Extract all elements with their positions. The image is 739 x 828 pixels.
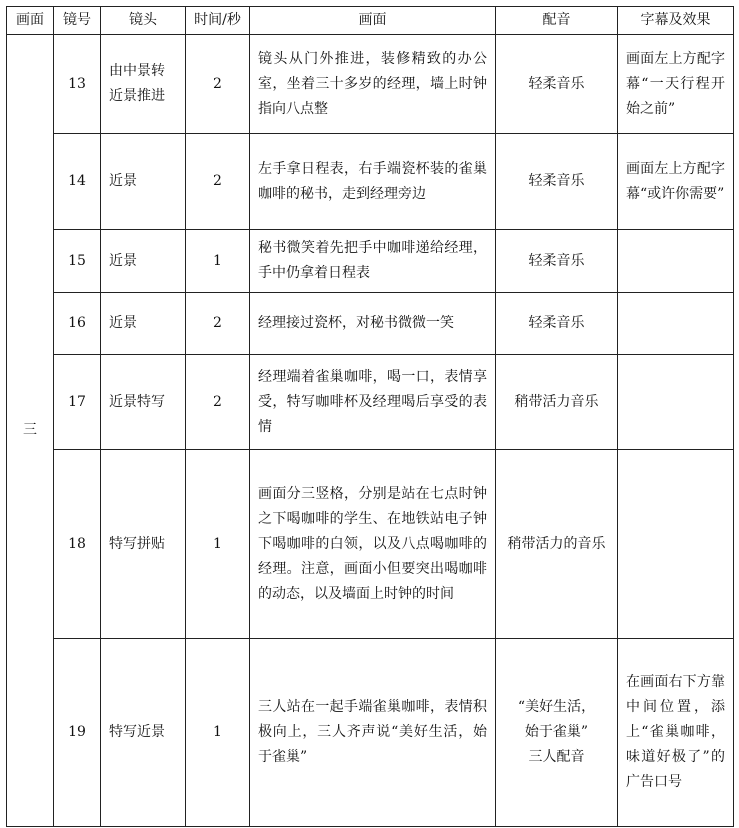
description: 秘书微笑着先把手中咖啡递给经理，手中仍拿着日程表 (250, 230, 496, 293)
header-audio: 配音 (496, 7, 618, 35)
subtitle (618, 450, 734, 639)
shot-type: 特写近景 (101, 639, 186, 827)
shot-number: 15 (54, 230, 101, 293)
description: 经理接过瓷杯，对秘书微微一笑 (250, 293, 496, 355)
header-shot-type: 镜头 (101, 7, 186, 35)
header-shot-number: 镜号 (54, 7, 101, 35)
shot-number: 14 (54, 134, 101, 230)
shot-type: 近景 (101, 293, 186, 355)
table-row (7, 35, 734, 134)
header-duration: 时间/秒 (186, 7, 250, 35)
header-row (7, 7, 734, 35)
duration: 2 (186, 293, 250, 355)
description: 左手拿日程表，右手端瓷杯装的雀巢咖啡的秘书，走到经理旁边 (250, 134, 496, 230)
table-row (7, 355, 734, 450)
shot-number: 16 (54, 293, 101, 355)
description: 镜头从门外推进，装修精致的办公室，坐着三十多岁的经理，墙上时钟指向八点整 (250, 35, 496, 134)
subtitle (618, 355, 734, 450)
description: 画面分三竖格，分别是站在七点时钟之下喝咖啡的学生、在地铁站电子钟下喝咖啡的白领，以及八点喝咖啡的经理。注意，画面小但要突出喝咖啡的动态，以及墙面上时钟的时间 (250, 450, 496, 639)
shot-type: 特写拼贴 (101, 450, 186, 639)
duration: 2 (186, 35, 250, 134)
audio: 稍带活力的音乐 (496, 450, 618, 639)
audio: 轻柔音乐 (496, 230, 618, 293)
header-scene: 画面 (7, 7, 54, 35)
header-subtitle: 字幕及效果 (618, 7, 734, 35)
audio: 轻柔音乐 (496, 293, 618, 355)
subtitle (618, 293, 734, 355)
duration: 1 (186, 639, 250, 827)
table-row (7, 134, 734, 230)
duration: 1 (186, 450, 250, 639)
shot-number: 17 (54, 355, 101, 450)
shot-type: 近景 (101, 134, 186, 230)
scene-cell: 三 (7, 35, 54, 827)
subtitle: 画面左上方配字幕“一天行程开始之前” (618, 35, 734, 134)
header-description: 画面 (250, 7, 496, 35)
shot-number: 13 (54, 35, 101, 134)
subtitle: 画面左上方配字幕“或许你需要” (618, 134, 734, 230)
audio: 轻柔音乐 (496, 134, 618, 230)
audio: “美好生活， 始于雀巢” 三人配音 (496, 639, 618, 827)
duration: 1 (186, 230, 250, 293)
shot-number: 19 (54, 639, 101, 827)
duration: 2 (186, 134, 250, 230)
table-row (7, 293, 734, 355)
table-row (7, 639, 734, 827)
table-row (7, 230, 734, 293)
shot-type: 近景 (101, 230, 186, 293)
subtitle: 在画面右下方靠中间位置，添上“雀巢咖啡，味道好极了”的广告口号 (618, 639, 734, 827)
shot-type: 近景特写 (101, 355, 186, 450)
subtitle (618, 230, 734, 293)
description: 经理端着雀巢咖啡，喝一口，表情享受，特写咖啡杯及经理喝后享受的表情 (250, 355, 496, 450)
audio: 稍带活力音乐 (496, 355, 618, 450)
audio: 轻柔音乐 (496, 35, 618, 134)
duration: 2 (186, 355, 250, 450)
table-row (7, 450, 734, 639)
shot-number: 18 (54, 450, 101, 639)
storyboard-table (6, 6, 734, 827)
shot-type: 由中景转近景推进 (101, 35, 186, 134)
description: 三人站在一起手端雀巢咖啡，表情积极向上，三人齐声说“美好生活，始于雀巢” (250, 639, 496, 827)
